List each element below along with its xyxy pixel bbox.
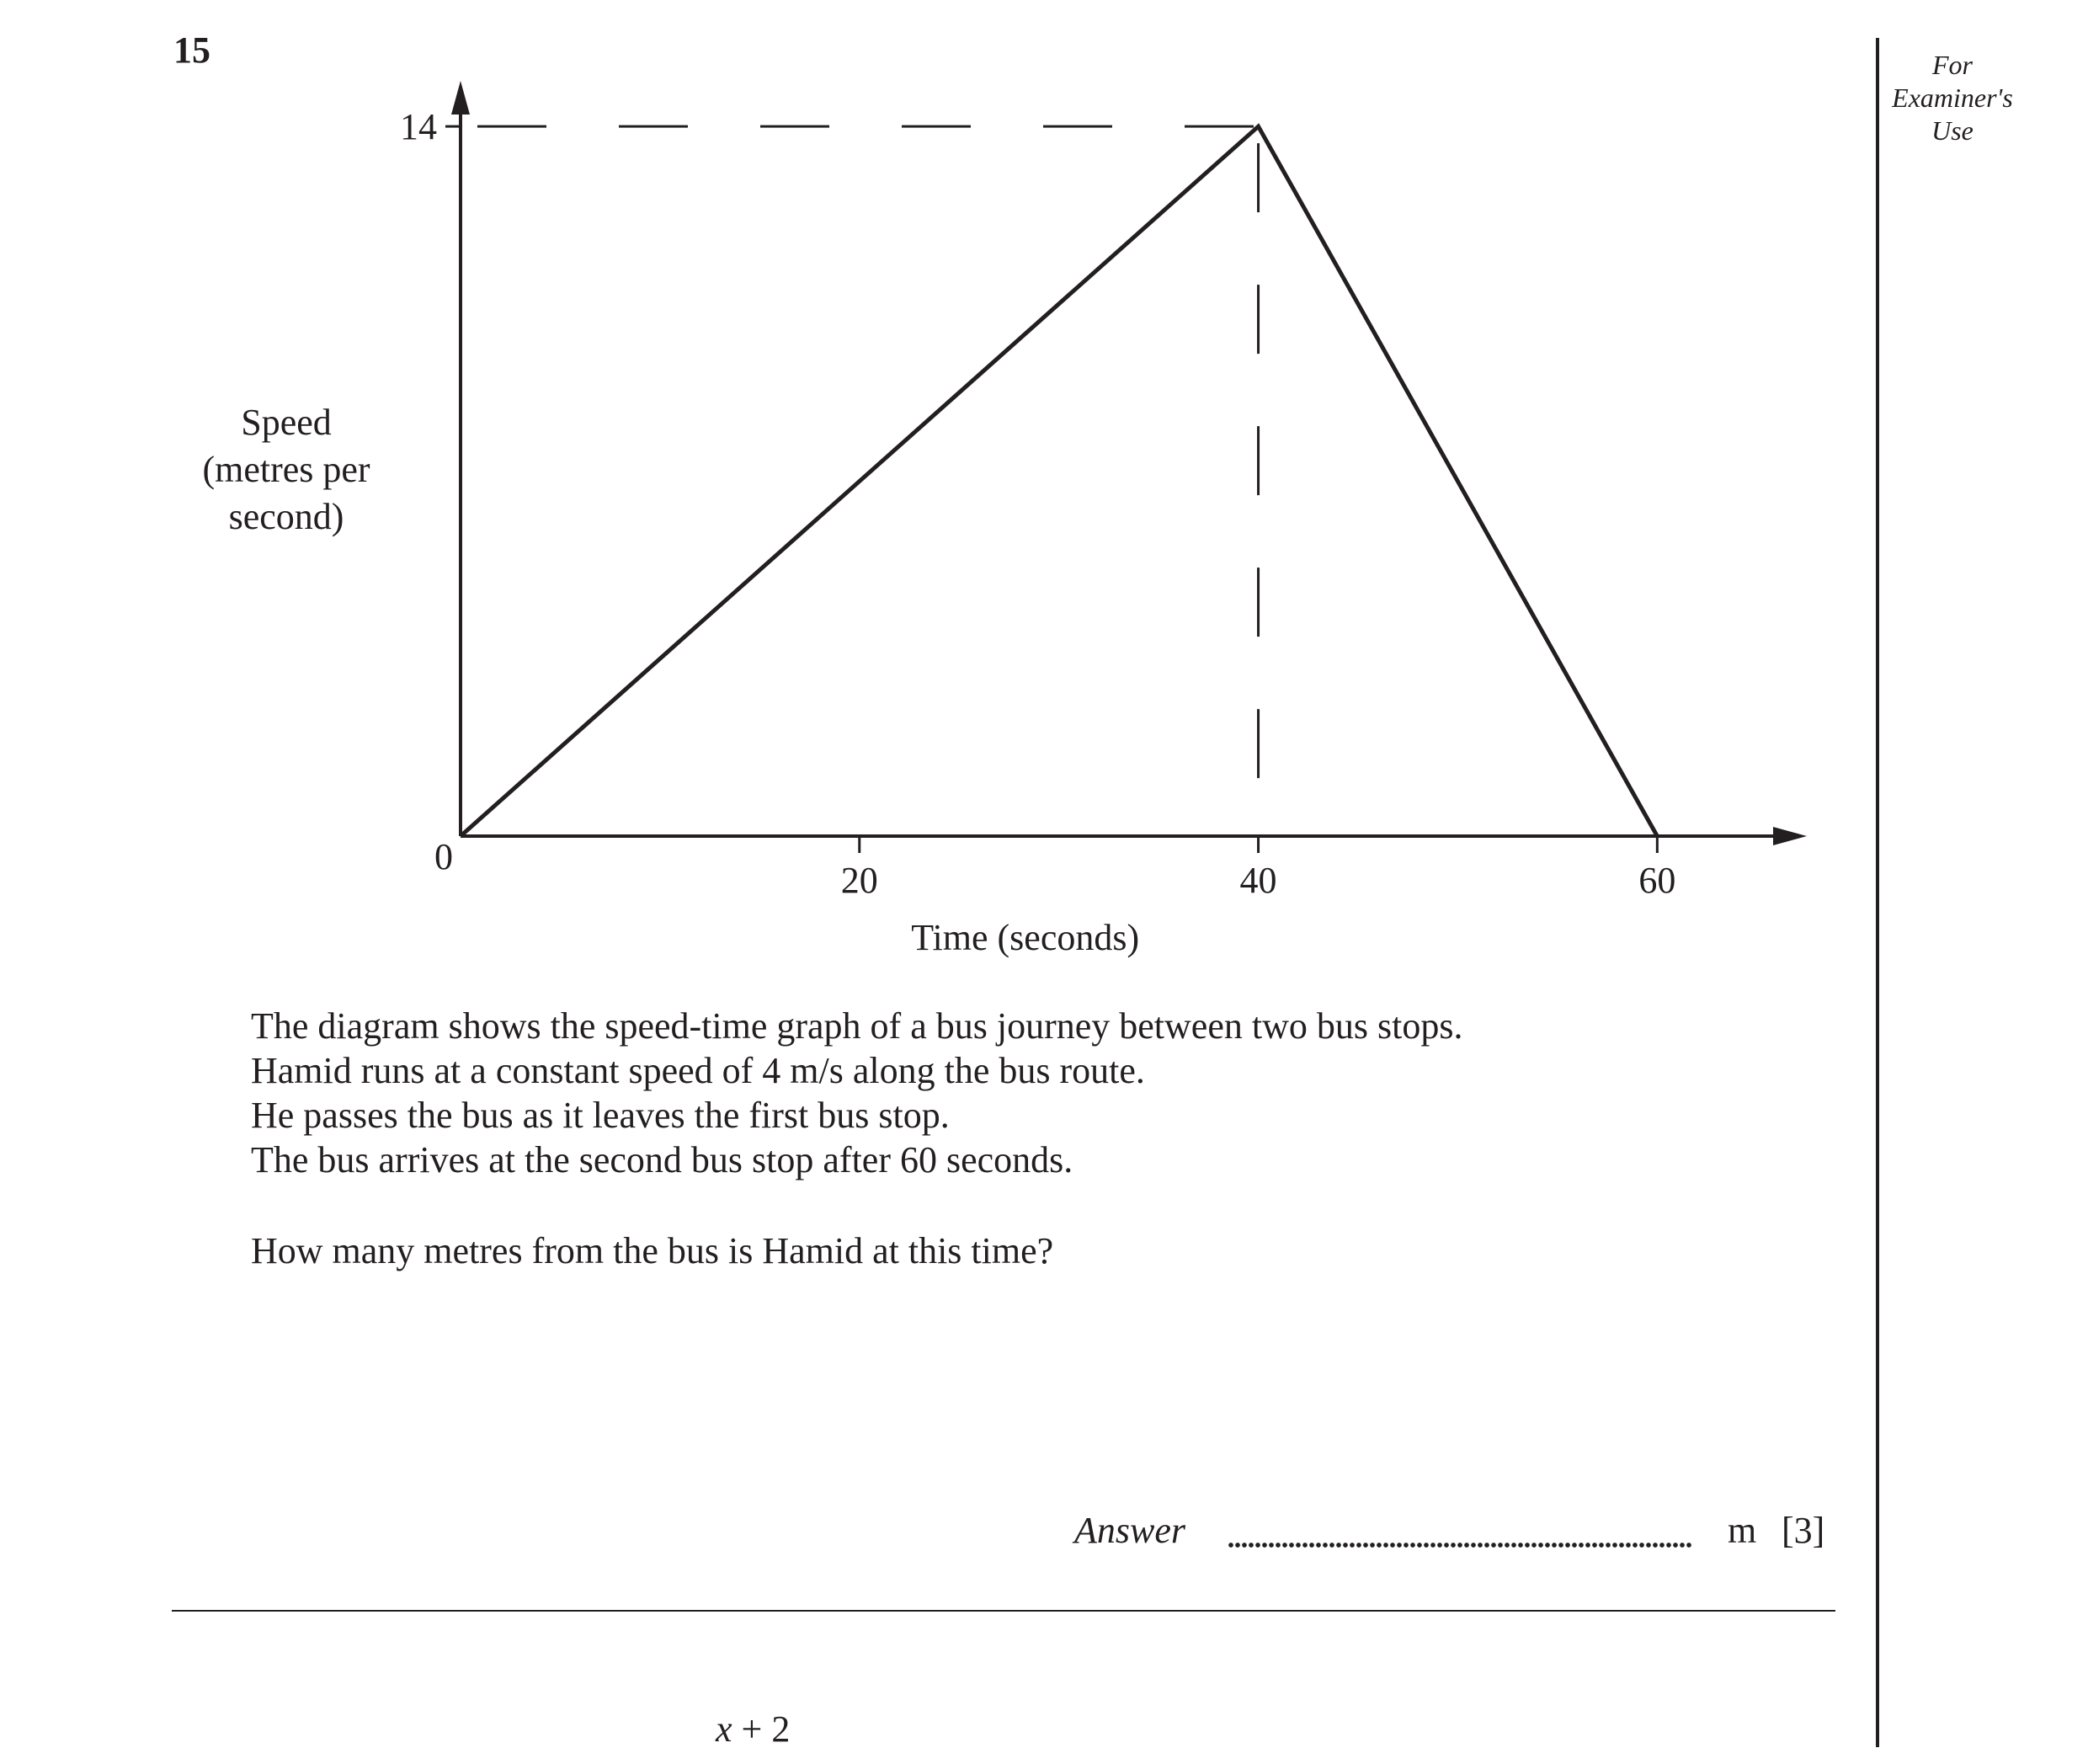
answer-label: Answer — [1074, 1510, 1185, 1551]
question-line: He passes the bus as it leaves the first bus stop. — [251, 1095, 950, 1136]
question-text — [251, 1004, 1462, 1273]
x-tick-label: 60 — [1638, 860, 1676, 901]
x-axis-arrow — [1773, 827, 1807, 845]
answer-unit: m — [1728, 1510, 1757, 1551]
question-line: The diagram shows the speed-time graph of a bus journey between two bus stops. — [251, 1005, 1463, 1047]
question-prompt: How many metres from the bus is Hamid at this time? — [251, 1230, 1054, 1271]
question-line: Hamid runs at a constant speed of 4 m/s along the bus route. — [251, 1050, 1145, 1091]
question-divider — [172, 1610, 1835, 1612]
y-axis-arrow — [451, 81, 470, 115]
answer-marks: [3] — [1782, 1510, 1825, 1551]
x-axis-label: Time (seconds) — [911, 917, 1140, 958]
examiner-use-label: For Examiner's Use — [1892, 50, 2013, 146]
y-tick-label: 14 — [400, 106, 437, 148]
expression-rest: + 2 — [732, 1708, 791, 1750]
y-axis-label — [168, 399, 404, 541]
y-axis-label-line: second) — [228, 496, 344, 537]
paragraph-spacer — [251, 1182, 1462, 1228]
expression-variable: x — [716, 1708, 732, 1750]
x-tick-label: 40 — [1239, 860, 1277, 901]
question-number: 15 — [173, 29, 210, 71]
question-line: The bus arrives at the second bus stop after 60 seconds. — [251, 1139, 1073, 1180]
speed-series-line — [461, 126, 1657, 836]
next-question-expression — [716, 1708, 790, 1751]
answer-field[interactable] — [1228, 1541, 1692, 1549]
y-axis-label-line: (metres per — [202, 449, 370, 490]
origin-label: 0 — [434, 836, 453, 877]
y-axis-label-line: Speed — [241, 402, 332, 443]
x-tick-label: 20 — [840, 860, 878, 901]
